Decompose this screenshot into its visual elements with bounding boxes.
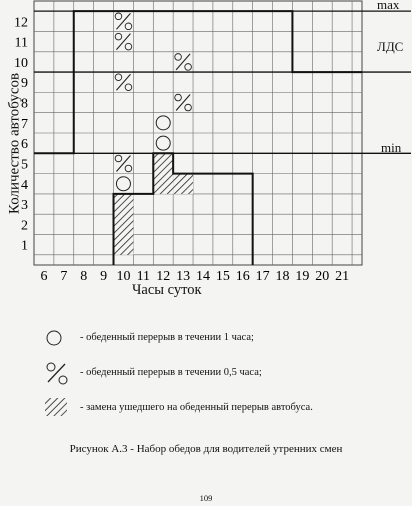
x-tick-label: 15 (215, 269, 230, 284)
replacement-hatch-region (114, 194, 134, 255)
page-number: 109 (199, 493, 213, 503)
y-tick-label: 5 (21, 157, 28, 173)
replacement-hatch-region (153, 153, 173, 194)
y-tick-label: 1 (21, 238, 28, 254)
half-hour-lunch-mark (175, 54, 192, 71)
x-tick-label: 9 (100, 269, 108, 284)
x-tick-label: 20 (315, 269, 330, 284)
full-hour-lunch-circle (116, 177, 130, 191)
y-tick-label: 12 (14, 15, 28, 31)
legend-hatch-row (44, 397, 68, 417)
x-tick-label: 7 (60, 269, 68, 284)
x-tick-label: 8 (80, 269, 88, 284)
half-hour-lunch-mark (115, 155, 132, 172)
replacement-hatch-region (173, 174, 193, 194)
x-tick-label: 17 (255, 269, 270, 284)
outer-profile-line (34, 11, 362, 153)
legend-hatch-text: - замена ушедшего на обеденный перерыв автобуса. (80, 402, 313, 413)
legend-half-text: - обеденный перерыв в течении 0,5 часа; (80, 367, 262, 378)
x-tick-label: 14 (195, 269, 210, 284)
circle-legend-icon (44, 328, 64, 348)
half-hour-lunch-mark (115, 74, 132, 91)
y-tick-label: 11 (14, 35, 28, 51)
x-tick-label: 19 (295, 269, 310, 284)
y-tick-label: 9 (21, 76, 28, 92)
y-tick-label: 3 (21, 198, 28, 214)
y-tick-label: 10 (14, 55, 28, 71)
y-tick-label: 6 (21, 137, 28, 153)
x-tick-label: 18 (275, 269, 290, 284)
half-hour-legend-icon (44, 361, 70, 385)
y-tick-label: 8 (21, 96, 28, 112)
hatch-legend-icon (44, 397, 68, 417)
x-tick-label: 10 (116, 269, 131, 284)
x-tick-label: 16 (235, 269, 250, 284)
legend-circle-text: - обеденный перерыв в течении 1 часа; (80, 332, 254, 343)
x-tick-label: 11 (136, 269, 151, 284)
x-tick-label: 6 (40, 269, 48, 284)
lds-level-label: ЛДС (377, 39, 404, 54)
half-hour-lunch-mark (115, 33, 132, 50)
legend-half-row (44, 361, 70, 385)
min-level-label: min (381, 140, 402, 155)
x-tick-label: 13 (176, 269, 191, 284)
half-hour-lunch-mark (115, 13, 132, 30)
y-tick-label: 7 (21, 116, 28, 132)
legend-circle-row (44, 328, 64, 348)
half-hour-lunch-mark (175, 94, 192, 111)
y-axis-label: Количество автобусов (6, 72, 23, 215)
x-tick-label: 12 (156, 269, 171, 284)
full-hour-lunch-circle (156, 136, 170, 150)
y-tick-label: 4 (21, 177, 28, 193)
y-tick-label: 2 (21, 218, 28, 234)
x-axis-label: Часы суток (132, 282, 202, 298)
figure-caption: Рисунок А.3 - Набор обедов для водителей утренних смен (69, 443, 343, 455)
full-hour-lunch-circle (156, 116, 170, 130)
lower-profile-line (114, 153, 253, 265)
max-level-label: max (377, 0, 400, 12)
x-tick-label: 21 (335, 269, 350, 284)
